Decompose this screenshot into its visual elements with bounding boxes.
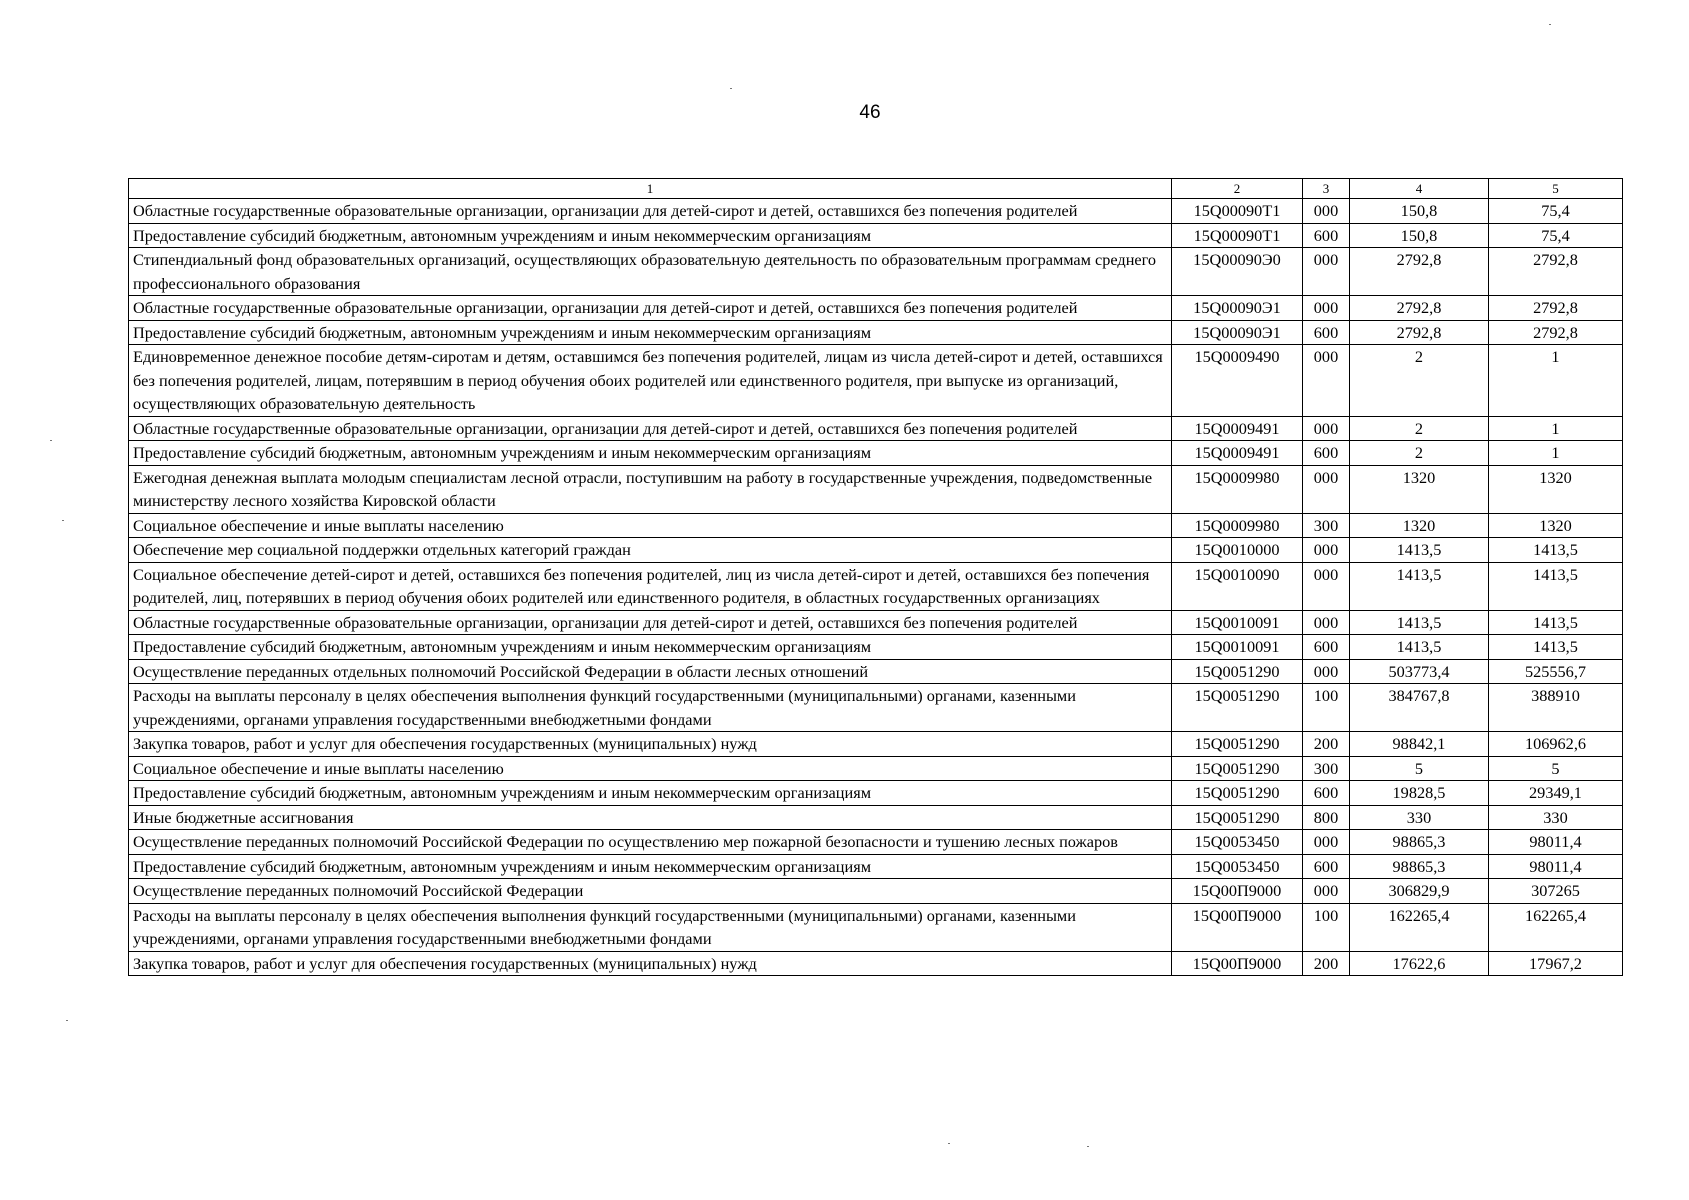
- amount-col-4: 2: [1350, 416, 1489, 441]
- expense-type-code: 600: [1303, 320, 1350, 345]
- target-article-code: 15Q00П9000: [1172, 951, 1303, 976]
- amount-col-4: 1413,5: [1350, 562, 1489, 610]
- target-article-code: 15Q0051290: [1172, 781, 1303, 806]
- target-article-code: 15Q0009980: [1172, 513, 1303, 538]
- expense-type-code: 600: [1303, 223, 1350, 248]
- amount-col-5: 1320: [1489, 465, 1623, 513]
- expense-type-code: 000: [1303, 296, 1350, 321]
- table-row: [129, 635, 1623, 660]
- amount-col-5: 388910: [1489, 684, 1623, 732]
- table-row: [129, 756, 1623, 781]
- table-row: [129, 538, 1623, 563]
- amount-col-5: 1320: [1489, 513, 1623, 538]
- amount-col-5: 98011,4: [1489, 854, 1623, 879]
- item-name: Иные бюджетные ассигнования: [129, 805, 1172, 830]
- amount-col-5: 5: [1489, 756, 1623, 781]
- expense-type-code: 000: [1303, 879, 1350, 904]
- target-article-code: 15Q0010000: [1172, 538, 1303, 563]
- target-article-code: 15Q0009491: [1172, 441, 1303, 466]
- item-name: Областные государственные образовательные организации, организации для детей-сирот и детей, оставшихся без попечения родителей: [129, 296, 1172, 321]
- amount-col-4: 1320: [1350, 513, 1489, 538]
- item-name: Областные государственные образовательные организации, организации для детей-сирот и детей, оставшихся без попечения родителей: [129, 416, 1172, 441]
- table-row: [129, 781, 1623, 806]
- amount-col-5: 162265,4: [1489, 903, 1623, 951]
- item-name: Единовременное денежное пособие детям-сиротам и детям, оставшимся без попечения родителей, лицам из числа детей-сирот и детей, оставшихся без попечения родителей, лицам, потерявшим в период обучения обоих родителей или единственного родителя, при выпуске из организаций, осуществляющих образовательную деятельность: [129, 345, 1172, 417]
- amount-col-5: 75,4: [1489, 223, 1623, 248]
- table-row: [129, 830, 1623, 855]
- amount-col-5: 1: [1489, 416, 1623, 441]
- amount-col-4: 306829,9: [1350, 879, 1489, 904]
- amount-col-5: 29349,1: [1489, 781, 1623, 806]
- item-name: Ежегодная денежная выплата молодым специалистам лесной отрасли, поступившим на работу в государственные учреждения, подведомственные министерству лесного хозяйства Кировской области: [129, 465, 1172, 513]
- target-article-code: 15Q0051290: [1172, 684, 1303, 732]
- amount-col-4: 19828,5: [1350, 781, 1489, 806]
- amount-col-4: 2: [1350, 345, 1489, 417]
- amount-col-5: 1: [1489, 441, 1623, 466]
- item-name: Предоставление субсидий бюджетным, автономным учреждениям и иным некоммерческим организациям: [129, 781, 1172, 806]
- table-row: [129, 248, 1623, 296]
- target-article-code: 15Q0051290: [1172, 659, 1303, 684]
- expense-type-code: 200: [1303, 951, 1350, 976]
- expense-type-code: 200: [1303, 732, 1350, 757]
- item-name: Предоставление субсидий бюджетным, автономным учреждениям и иным некоммерческим организациям: [129, 320, 1172, 345]
- column-number-3: 3: [1303, 179, 1350, 199]
- table-row: [129, 465, 1623, 513]
- item-name: Осуществление переданных отдельных полномочий Российской Федерации в области лесных отношений: [129, 659, 1172, 684]
- amount-col-4: 2: [1350, 441, 1489, 466]
- column-number-4: 4: [1350, 179, 1489, 199]
- scan-speck: [62, 520, 64, 521]
- target-article-code: 15Q0051290: [1172, 732, 1303, 757]
- table-row: [129, 416, 1623, 441]
- table-header-row: [129, 179, 1623, 199]
- expense-type-code: 000: [1303, 465, 1350, 513]
- scan-speck: [730, 88, 732, 89]
- amount-col-4: 1413,5: [1350, 635, 1489, 660]
- item-name: Закупка товаров, работ и услуг для обеспечения государственных (муниципальных) нужд: [129, 951, 1172, 976]
- expense-type-code: 600: [1303, 635, 1350, 660]
- expense-type-code: 000: [1303, 248, 1350, 296]
- expense-type-code: 000: [1303, 538, 1350, 563]
- item-name: Закупка товаров, работ и услуг для обеспечения государственных (муниципальных) нужд: [129, 732, 1172, 757]
- amount-col-5: 106962,6: [1489, 732, 1623, 757]
- scan-speck: [948, 1143, 950, 1144]
- item-name: Расходы на выплаты персоналу в целях обеспечения выполнения функций государственными (муниципальными) органами, казенными учреждениями, органами управления государственными внебюджетными фондами: [129, 684, 1172, 732]
- item-name: Предоставление субсидий бюджетным, автономным учреждениям и иным некоммерческим организациям: [129, 441, 1172, 466]
- table-row: [129, 441, 1623, 466]
- scan-speck: [1549, 24, 1551, 25]
- scan-speck: [1087, 1146, 1089, 1147]
- expense-type-code: 300: [1303, 756, 1350, 781]
- target-article-code: 15Q00090T1: [1172, 223, 1303, 248]
- target-article-code: 15Q0051290: [1172, 805, 1303, 830]
- table-row: [129, 659, 1623, 684]
- amount-col-5: 1413,5: [1489, 635, 1623, 660]
- table-row: [129, 562, 1623, 610]
- item-name: Социальное обеспечение детей-сирот и детей, оставшихся без попечения родителей, лиц из числа детей-сирот и детей, оставшихся без попечения родителей, лиц, потерявших в период обучения обоих родителей или единственного родителя, в областных государственных организациях: [129, 562, 1172, 610]
- target-article-code: 15Q0051290: [1172, 756, 1303, 781]
- amount-col-4: 150,8: [1350, 223, 1489, 248]
- expense-type-code: 000: [1303, 199, 1350, 224]
- expense-type-code: 800: [1303, 805, 1350, 830]
- amount-col-4: 1413,5: [1350, 538, 1489, 563]
- amount-col-4: 2792,8: [1350, 320, 1489, 345]
- amount-col-5: 98011,4: [1489, 830, 1623, 855]
- target-article-code: 15Q00090Э1: [1172, 296, 1303, 321]
- amount-col-4: 503773,4: [1350, 659, 1489, 684]
- expense-type-code: 100: [1303, 684, 1350, 732]
- target-article-code: 15Q00090Э1: [1172, 320, 1303, 345]
- item-name: Стипендиальный фонд образовательных организаций, осуществляющих образовательную деятельность по образовательным программам среднего профессионального образования: [129, 248, 1172, 296]
- amount-col-5: 2792,8: [1489, 320, 1623, 345]
- table-row: [129, 513, 1623, 538]
- expense-type-code: 600: [1303, 441, 1350, 466]
- item-name: Областные государственные образовательные организации, организации для детей-сирот и детей, оставшихся без попечения родителей: [129, 199, 1172, 224]
- target-article-code: 15Q0053450: [1172, 854, 1303, 879]
- item-name: Предоставление субсидий бюджетным, автономным учреждениям и иным некоммерческим организациям: [129, 635, 1172, 660]
- scan-speck: [50, 440, 52, 441]
- table-row: [129, 610, 1623, 635]
- amount-col-5: 330: [1489, 805, 1623, 830]
- expense-type-code: 000: [1303, 659, 1350, 684]
- expense-type-code: 600: [1303, 854, 1350, 879]
- expense-type-code: 000: [1303, 562, 1350, 610]
- amount-col-4: 98842,1: [1350, 732, 1489, 757]
- target-article-code: 15Q00090T1: [1172, 199, 1303, 224]
- table-row: [129, 345, 1623, 417]
- amount-col-5: 307265: [1489, 879, 1623, 904]
- item-name: Осуществление переданных полномочий Российской Федерации по осуществлению мер пожарной безопасности и тушению лесных пожаров: [129, 830, 1172, 855]
- amount-col-4: 162265,4: [1350, 903, 1489, 951]
- table-row: [129, 320, 1623, 345]
- item-name: Социальное обеспечение и иные выплаты населению: [129, 513, 1172, 538]
- item-name: Предоставление субсидий бюджетным, автономным учреждениям и иным некоммерческим организациям: [129, 223, 1172, 248]
- item-name: Предоставление субсидий бюджетным, автономным учреждениям и иным некоммерческим организациям: [129, 854, 1172, 879]
- expense-type-code: 300: [1303, 513, 1350, 538]
- expense-type-code: 000: [1303, 345, 1350, 417]
- target-article-code: 15Q00П9000: [1172, 879, 1303, 904]
- target-article-code: 15Q0009490: [1172, 345, 1303, 417]
- expense-type-code: 000: [1303, 610, 1350, 635]
- amount-col-5: 2792,8: [1489, 248, 1623, 296]
- table-row: [129, 296, 1623, 321]
- amount-col-4: 98865,3: [1350, 854, 1489, 879]
- amount-col-4: 98865,3: [1350, 830, 1489, 855]
- target-article-code: 15Q0009491: [1172, 416, 1303, 441]
- table-row: [129, 903, 1623, 951]
- amount-col-4: 384767,8: [1350, 684, 1489, 732]
- amount-col-5: 1413,5: [1489, 562, 1623, 610]
- page-number: 46: [859, 102, 881, 123]
- target-article-code: 15Q0010091: [1172, 610, 1303, 635]
- item-name: Социальное обеспечение и иные выплаты населению: [129, 756, 1172, 781]
- expense-type-code: 600: [1303, 781, 1350, 806]
- target-article-code: 15Q00П9000: [1172, 903, 1303, 951]
- item-name: Расходы на выплаты персоналу в целях обеспечения выполнения функций государственными (муниципальными) органами, казенными учреждениями, органами управления государственными внебюджетными фондами: [129, 903, 1172, 951]
- amount-col-4: 5: [1350, 756, 1489, 781]
- amount-col-4: 150,8: [1350, 199, 1489, 224]
- amount-col-4: 2792,8: [1350, 248, 1489, 296]
- table-row: [129, 684, 1623, 732]
- target-article-code: 15Q0009980: [1172, 465, 1303, 513]
- amount-col-5: 75,4: [1489, 199, 1623, 224]
- table-row: [129, 879, 1623, 904]
- item-name: Осуществление переданных полномочий Российской Федерации: [129, 879, 1172, 904]
- target-article-code: 15Q00090Э0: [1172, 248, 1303, 296]
- amount-col-5: 1: [1489, 345, 1623, 417]
- expense-type-code: 100: [1303, 903, 1350, 951]
- amount-col-5: 525556,7: [1489, 659, 1623, 684]
- amount-col-4: 2792,8: [1350, 296, 1489, 321]
- item-name: Обеспечение мер социальной поддержки отдельных категорий граждан: [129, 538, 1172, 563]
- amount-col-4: 1413,5: [1350, 610, 1489, 635]
- amount-col-4: 330: [1350, 805, 1489, 830]
- table-row: [129, 223, 1623, 248]
- amount-col-4: 17622,6: [1350, 951, 1489, 976]
- table-row: [129, 805, 1623, 830]
- target-article-code: 15Q0010091: [1172, 635, 1303, 660]
- scan-speck: [66, 1020, 68, 1021]
- amount-col-5: 17967,2: [1489, 951, 1623, 976]
- amount-col-5: 1413,5: [1489, 538, 1623, 563]
- table-row: [129, 854, 1623, 879]
- amount-col-5: 1413,5: [1489, 610, 1623, 635]
- target-article-code: 15Q0010090: [1172, 562, 1303, 610]
- column-number-1: 1: [129, 179, 1172, 199]
- budget-table: [128, 178, 1623, 976]
- column-number-2: 2: [1172, 179, 1303, 199]
- amount-col-5: 2792,8: [1489, 296, 1623, 321]
- expense-type-code: 000: [1303, 416, 1350, 441]
- column-number-5: 5: [1489, 179, 1623, 199]
- item-name: Областные государственные образовательные организации, организации для детей-сирот и детей, оставшихся без попечения родителей: [129, 610, 1172, 635]
- amount-col-4: 1320: [1350, 465, 1489, 513]
- table-row: [129, 951, 1623, 976]
- table-row: [129, 199, 1623, 224]
- expense-type-code: 000: [1303, 830, 1350, 855]
- target-article-code: 15Q0053450: [1172, 830, 1303, 855]
- table-row: [129, 732, 1623, 757]
